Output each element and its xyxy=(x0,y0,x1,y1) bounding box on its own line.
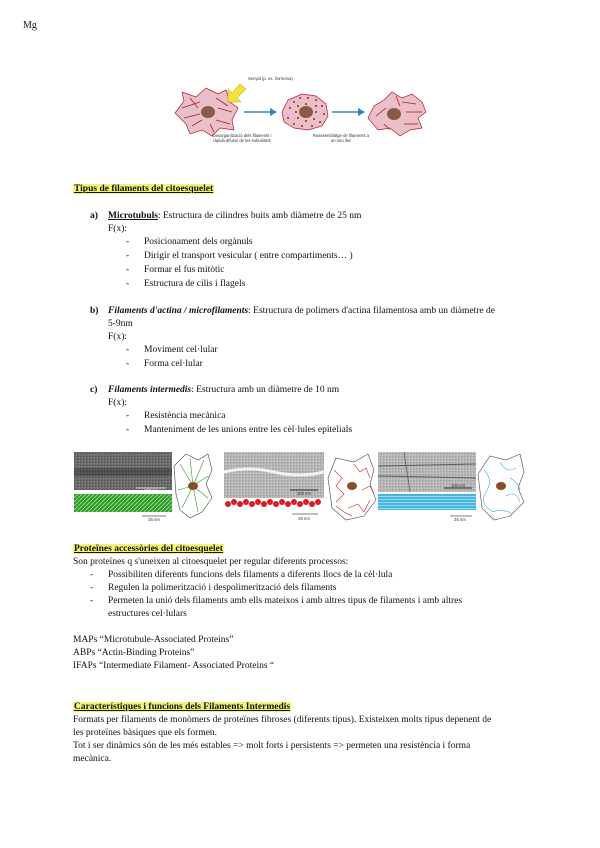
item-a-bullet: - Posicionament dels orgànuls xyxy=(126,237,253,247)
item-a-fx: F(x): xyxy=(108,224,127,234)
section3-line: Formats per filaments de monòmers de proteïnes fibroses (diferents tipus). Existeixen molts tipus depenent de xyxy=(73,715,492,725)
model-2 xyxy=(225,499,321,507)
top-figure xyxy=(170,68,430,168)
item-a-desc: : Estructura de cilindres buits amb diàmetre de 25 nm xyxy=(157,211,362,221)
item-a-bullet: - Formar el fus mitòtic xyxy=(126,265,225,275)
nucleus-right xyxy=(387,108,401,120)
item-b-fx: F(x): xyxy=(108,332,127,342)
acronym-abps: ABPs “Actin-Binding Proteins” xyxy=(73,648,195,658)
section2-heading-wrap xyxy=(73,543,224,556)
section2-bullet: - Possibiliten diferents funcions dels filaments a diferents llocs de la cèl·lula xyxy=(90,570,393,580)
scale-label-3b: 25 nm xyxy=(454,517,466,522)
stimulus-label: Senyal (p. ex. hormona) xyxy=(248,76,293,81)
section3-line: les proteïnes bàsiques que els formen. xyxy=(73,728,218,738)
section2-intro: Son proteïnes q s'uneixen al citoesquelet per regular diferents processos: xyxy=(73,557,349,567)
model-3 xyxy=(378,494,476,510)
item-c xyxy=(90,384,530,397)
micrograph-strip xyxy=(74,450,526,526)
corner-mark: Mg xyxy=(23,20,37,31)
item-b-desc2: 5-9nm xyxy=(108,319,133,329)
section2-bullet: - Regulen la polimerització i despolimerització dels filaments xyxy=(90,583,337,593)
item-c-fx: F(x): xyxy=(108,398,127,408)
section3-line: Tot i ser dinàmics són de les més estables => molt forts i persistents => permeten una resistència i forma xyxy=(73,741,471,751)
section3-line: mecànica. xyxy=(73,754,112,764)
section3-heading-wrap xyxy=(73,701,291,714)
micrograph-panel-1 xyxy=(74,452,212,518)
item-c-bullet: - Manteniment de les unions entre les cèl·lules epitelials xyxy=(126,425,353,435)
item-a-bullet: - Estructura de cilis i flagels xyxy=(126,279,246,289)
section1-heading-wrap xyxy=(73,183,214,196)
section2-bullet: - Permeten la unió dels filaments amb ells mateixos i amb altres tipus de filaments i amb altres xyxy=(90,596,463,606)
item-c-desc: : Estructura amb un diàmetre de 10 nm xyxy=(191,385,340,395)
item-a-term: Microtubuls xyxy=(108,211,158,221)
nucleus-middle xyxy=(299,106,313,118)
scale-label-1a: 100 nm xyxy=(144,488,158,493)
item-b-bullet: - Forma cel·lular xyxy=(126,359,203,369)
item-b xyxy=(90,305,530,318)
item-a-letter: a) xyxy=(90,211,98,221)
item-b-term: Filaments d'actina / microfilaments xyxy=(108,306,249,316)
item-b-letter: b) xyxy=(90,306,99,316)
section2-heading: Proteïnes accessòries del citoesquelet xyxy=(74,544,223,554)
scale-label-3a: 100 nm xyxy=(451,483,465,488)
caption-right: Reassemblatge de filaments a un nou lloc xyxy=(312,133,370,143)
item-b-desc: : Estructura de polímers d'actina filamentosa amb un diàmetre de xyxy=(248,306,495,316)
caption-left: Desorganització dels filaments i ràpida difusió de les subunitats xyxy=(212,133,272,143)
item-a xyxy=(90,210,530,223)
stimulus-arrow xyxy=(228,84,246,102)
item-c-term: Filaments intermedis xyxy=(108,385,192,395)
scale-label-2b: 25 nm xyxy=(298,516,310,521)
micrograph-panel-2 xyxy=(224,452,376,520)
item-c-letter: c) xyxy=(90,385,98,395)
cell-diagram xyxy=(170,68,430,168)
section2-bullet-cont: estructures cel·lulars xyxy=(108,609,187,619)
acronym-maps: MAPs “Microtubule-Associated Proteins” xyxy=(73,635,234,645)
model-1 xyxy=(74,494,172,512)
item-a-bullet: - Dirigir el transport vesicular ( entre compartiments… ) xyxy=(126,251,353,261)
scale-label-1b: 25 nm xyxy=(148,517,160,522)
item-c-bullet: - Resistència mecànica xyxy=(126,411,226,421)
item-b-bullet: - Moviment cel·lular xyxy=(126,345,218,355)
section3-heading: Característiques i funcions dels Filaments Intermedis xyxy=(74,702,291,712)
nucleus-left xyxy=(201,106,215,118)
section1-heading: Tipus de filaments del citoesquelet xyxy=(74,184,214,194)
scale-label-2a: 100 nm xyxy=(297,491,311,496)
acronym-ifaps: IFAPs “Intermediate Filament- Associated Proteins “ xyxy=(73,661,275,671)
